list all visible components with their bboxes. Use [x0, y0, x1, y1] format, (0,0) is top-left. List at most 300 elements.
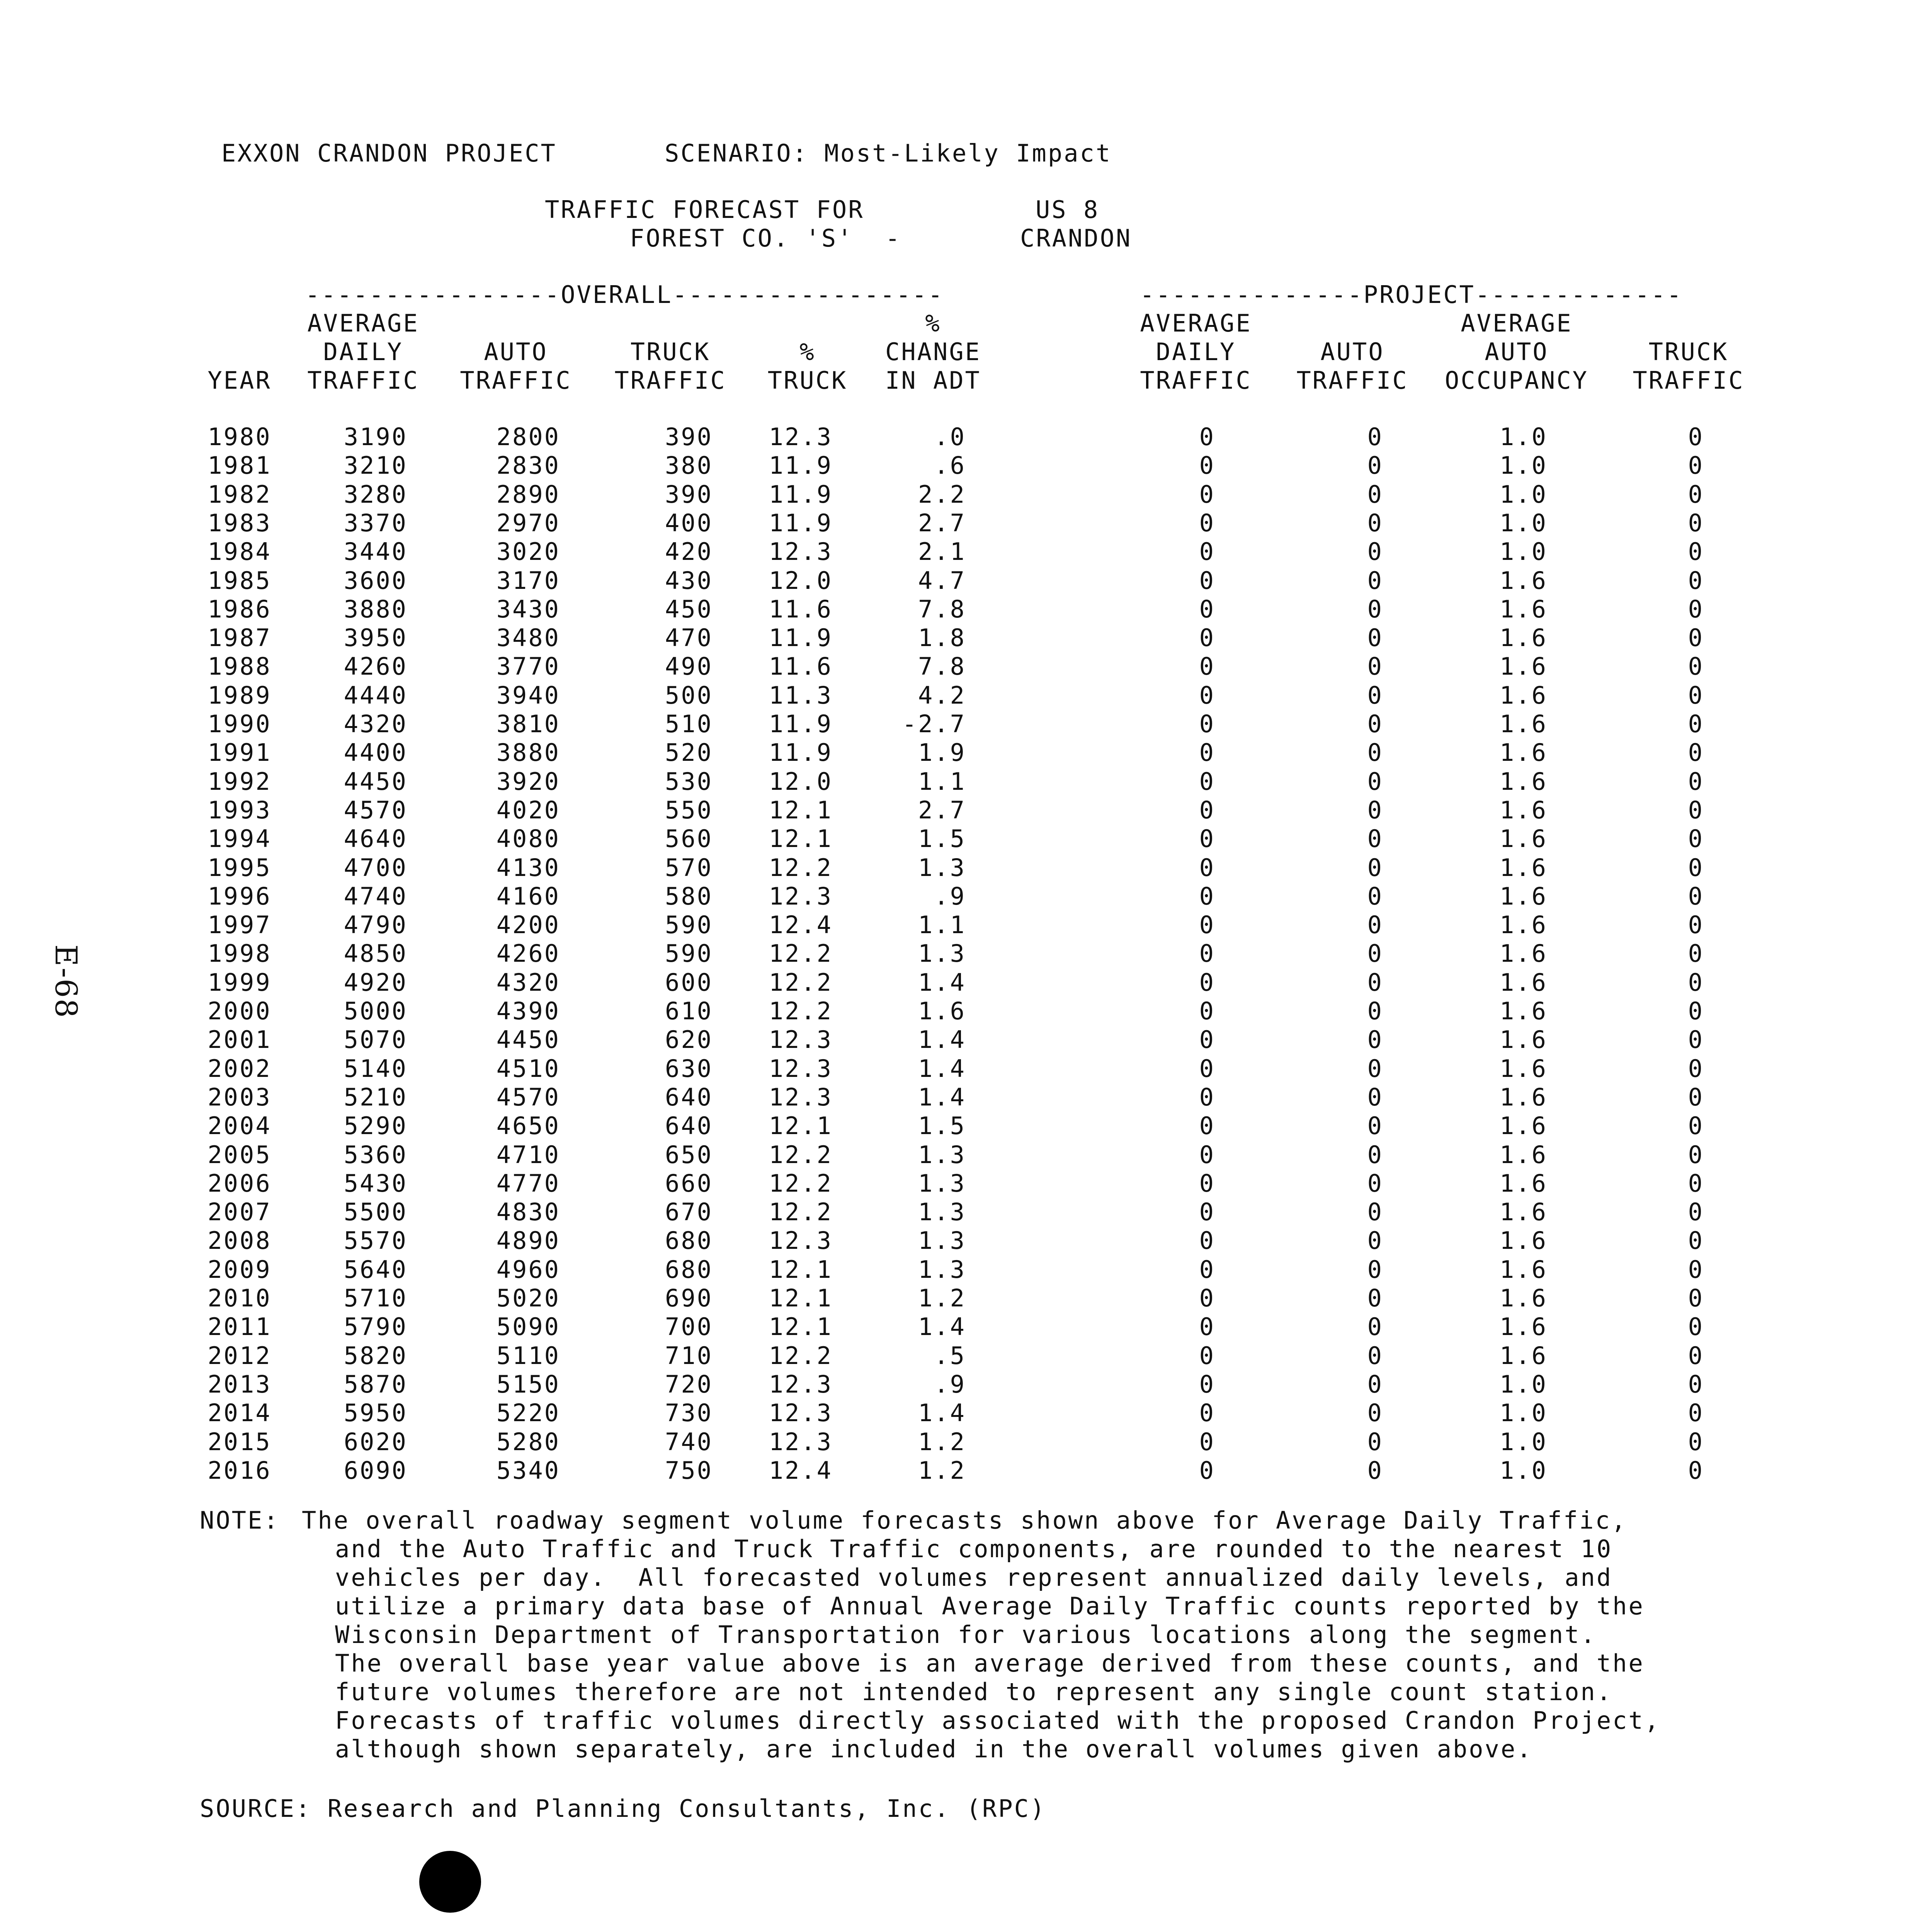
table-cell: 430: [665, 566, 713, 595]
column-header-adt: TRAFFIC: [307, 366, 419, 395]
table-cell: 0: [1688, 853, 1704, 882]
year-cell: 2001: [207, 1026, 272, 1054]
table-cell: 670: [665, 1198, 713, 1226]
table-cell: 4700: [344, 853, 408, 882]
table-cell: 0: [1688, 480, 1704, 509]
table-cell: 0: [1199, 451, 1215, 480]
table-cell: 0: [1688, 1370, 1704, 1398]
year-cell: 1991: [207, 738, 272, 767]
table-cell: 1.6: [1500, 624, 1548, 652]
table-cell: 0: [1688, 451, 1704, 480]
table-cell: 12.0: [769, 566, 833, 595]
table-cell: 470: [665, 624, 713, 652]
table-cell: 2.7: [918, 509, 966, 537]
note-line: although shown separately, are included in the overall volumes given above.: [335, 1735, 1533, 1763]
note-line: and the Auto Traffic and Truck Traffic components, are rounded to the nearest 10: [335, 1535, 1613, 1563]
table-cell: 4320: [496, 968, 560, 997]
table-cell: 3880: [344, 595, 408, 623]
table-cell: 0: [1367, 882, 1383, 910]
table-cell: 0: [1367, 1427, 1383, 1456]
table-cell: 5870: [344, 1370, 408, 1398]
year-cell: 1995: [207, 853, 272, 882]
table-cell: 12.2: [769, 997, 833, 1025]
table-cell: 0: [1367, 1054, 1383, 1083]
table-cell: 0: [1199, 825, 1215, 853]
table-cell: 0: [1199, 595, 1215, 623]
table-cell: 0: [1367, 652, 1383, 681]
segment-label: FOREST CO. 'S' -: [630, 224, 901, 252]
year-cell: 2005: [207, 1140, 272, 1169]
table-cell: 0: [1688, 796, 1704, 824]
table-cell: 1.4: [918, 1313, 966, 1341]
table-cell: 1.6: [1500, 681, 1548, 709]
table-cell: 3440: [344, 537, 408, 566]
note-line: The overall roadway segment volume forecasts shown above for Average Daily Traffic,: [302, 1506, 1628, 1534]
table-cell: 1.1: [918, 767, 966, 796]
table-cell: 1.4: [918, 968, 966, 997]
table-cell: 5090: [496, 1313, 560, 1341]
table-cell: 11.6: [769, 652, 833, 681]
column-header-p-occ: AVERAGE: [1461, 309, 1573, 337]
table-cell: 0: [1367, 1083, 1383, 1111]
column-header-p-auto: AUTO: [1320, 338, 1384, 366]
table-cell: 1.6: [1500, 939, 1548, 968]
table-cell: 610: [665, 997, 713, 1025]
year-cell: 2002: [207, 1054, 272, 1083]
table-cell: 420: [665, 537, 713, 566]
table-cell: 12.3: [769, 1399, 833, 1427]
table-cell: 0: [1199, 566, 1215, 595]
table-cell: 5150: [496, 1370, 560, 1398]
table-cell: 0: [1199, 624, 1215, 652]
table-cell: 640: [665, 1083, 713, 1111]
table-cell: .5: [934, 1341, 966, 1370]
table-cell: 4400: [344, 738, 408, 767]
table-cell: 4740: [344, 882, 408, 910]
table-cell: 0: [1367, 738, 1383, 767]
table-cell: 0: [1367, 509, 1383, 537]
table-cell: 1.1: [918, 911, 966, 939]
table-cell: 12.3: [769, 423, 833, 451]
table-cell: 510: [665, 710, 713, 738]
table-cell: 4830: [496, 1198, 560, 1226]
year-cell: 1987: [207, 624, 272, 652]
table-cell: 1.3: [918, 853, 966, 882]
table-cell: 0: [1367, 1198, 1383, 1226]
table-cell: 0: [1199, 882, 1215, 910]
note-line: The overall base year value above is an average derived from these counts, and the: [335, 1649, 1645, 1677]
table-cell: 2800: [496, 423, 560, 451]
table-cell: 12.3: [769, 1026, 833, 1054]
table-cell: 520: [665, 738, 713, 767]
table-cell: 11.3: [769, 681, 833, 709]
table-cell: 0: [1688, 423, 1704, 451]
column-header-p-occ: OCCUPANCY: [1445, 366, 1588, 395]
table-cell: 580: [665, 882, 713, 910]
table-cell: 0: [1367, 939, 1383, 968]
table-cell: 12.1: [769, 796, 833, 824]
year-cell: 2010: [207, 1284, 272, 1312]
table-cell: .6: [934, 451, 966, 480]
table-cell: 0: [1367, 968, 1383, 997]
table-cell: 4920: [344, 968, 408, 997]
table-cell: 4320: [344, 710, 408, 738]
table-cell: 1.6: [918, 997, 966, 1025]
table-cell: 0: [1367, 1255, 1383, 1284]
table-cell: 1.3: [918, 1140, 966, 1169]
table-cell: 1.0: [1500, 1456, 1548, 1485]
table-cell: .9: [934, 1370, 966, 1398]
year-cell: 1998: [207, 939, 272, 968]
note-line: vehicles per day. All forecasted volumes represent annualized daily levels, and: [335, 1563, 1613, 1592]
note-line: Forecasts of traffic volumes directly associated with the proposed Crandon Project,: [335, 1706, 1661, 1735]
scenario-label: SCENARIO: Most-Likely Impact: [665, 139, 1112, 167]
table-cell: 5640: [344, 1255, 408, 1284]
table-cell: 5110: [496, 1341, 560, 1370]
table-cell: 0: [1688, 997, 1704, 1025]
table-cell: 5950: [344, 1399, 408, 1427]
table-cell: 5290: [344, 1112, 408, 1140]
table-cell: 11.9: [769, 624, 833, 652]
table-cell: 12.2: [769, 968, 833, 997]
table-cell: 0: [1199, 767, 1215, 796]
table-cell: 5790: [344, 1313, 408, 1341]
table-cell: 2.7: [918, 796, 966, 824]
table-cell: 0: [1367, 1112, 1383, 1140]
table-cell: 1.6: [1500, 1083, 1548, 1111]
location-label: CRANDON: [1020, 224, 1132, 252]
table-cell: 0: [1688, 1054, 1704, 1083]
table-cell: 1.3: [918, 1226, 966, 1255]
note-line: utilize a primary data base of Annual Average Daily Traffic counts reported by the: [335, 1592, 1645, 1620]
column-header-auto: AUTO: [484, 338, 548, 366]
year-cell: 2000: [207, 997, 272, 1025]
table-cell: 0: [1367, 1313, 1383, 1341]
table-cell: 12.2: [769, 1341, 833, 1370]
column-header-p-auto: TRAFFIC: [1296, 366, 1408, 395]
table-cell: 11.6: [769, 595, 833, 623]
year-cell: 2013: [207, 1370, 272, 1398]
column-header-pct-truck: TRUCK: [767, 366, 848, 395]
table-cell: 0: [1367, 911, 1383, 939]
table-cell: 4200: [496, 911, 560, 939]
table-cell: 0: [1199, 1054, 1215, 1083]
table-cell: 0: [1688, 1284, 1704, 1312]
table-cell: 1.6: [1500, 1169, 1548, 1197]
table-cell: 590: [665, 939, 713, 968]
table-cell: 5140: [344, 1054, 408, 1083]
year-cell: 1988: [207, 652, 272, 681]
year-cell: 1997: [207, 911, 272, 939]
column-header-pct-change: CHANGE: [885, 338, 981, 366]
table-cell: 1.0: [1500, 537, 1548, 566]
table-cell: 12.1: [769, 1284, 833, 1312]
table-cell: 390: [665, 423, 713, 451]
table-cell: 12.3: [769, 882, 833, 910]
table-cell: 740: [665, 1427, 713, 1456]
table-cell: 5220: [496, 1399, 560, 1427]
table-cell: 11.9: [769, 480, 833, 509]
table-cell: 0: [1688, 681, 1704, 709]
table-cell: 680: [665, 1226, 713, 1255]
table-cell: 0: [1688, 968, 1704, 997]
table-cell: 0: [1199, 1226, 1215, 1255]
table-cell: 4770: [496, 1169, 560, 1197]
table-cell: 1.4: [918, 1054, 966, 1083]
table-cell: 12.3: [769, 1427, 833, 1456]
table-cell: 1.0: [1500, 480, 1548, 509]
table-cell: 0: [1688, 1169, 1704, 1197]
table-cell: 0: [1688, 1313, 1704, 1341]
table-cell: 0: [1367, 1370, 1383, 1398]
table-cell: 0: [1688, 1112, 1704, 1140]
note-text: [302, 1506, 1765, 1766]
table-cell: 5570: [344, 1226, 408, 1255]
table-cell: 1.6: [1500, 1226, 1548, 1255]
year-cell: 1983: [207, 509, 272, 537]
table-cell: 1.6: [1500, 1198, 1548, 1226]
year-cell: 1985: [207, 566, 272, 595]
year-cell: 1999: [207, 968, 272, 997]
table-cell: 3950: [344, 624, 408, 652]
year-cell: 1993: [207, 796, 272, 824]
table-cell: 400: [665, 509, 713, 537]
table-cell: 5820: [344, 1341, 408, 1370]
table-cell: 3940: [496, 681, 560, 709]
table-cell: 1.6: [1500, 1112, 1548, 1140]
table-cell: 0: [1367, 1226, 1383, 1255]
table-cell: 1.0: [1500, 1427, 1548, 1456]
year-cell: 1986: [207, 595, 272, 623]
table-cell: 1.0: [1500, 451, 1548, 480]
table-cell: 11.9: [769, 509, 833, 537]
table-cell: 0: [1688, 566, 1704, 595]
table-cell: 1.0: [1500, 1370, 1548, 1398]
table-cell: 0: [1367, 480, 1383, 509]
table-cell: 0: [1199, 480, 1215, 509]
route-label: US 8: [1036, 196, 1100, 224]
table-cell: 0: [1199, 1456, 1215, 1485]
table-cell: 12.2: [769, 1198, 833, 1226]
table-cell: 0: [1688, 882, 1704, 910]
table-cell: 5710: [344, 1284, 408, 1312]
column-header-pct-change: %: [925, 309, 941, 337]
column-header-pct-truck: %: [799, 338, 816, 366]
table-cell: 1.0: [1500, 509, 1548, 537]
year-cell: 1990: [207, 710, 272, 738]
table-cell: 12.4: [769, 1456, 833, 1485]
year-cell: 2009: [207, 1255, 272, 1284]
table-cell: 0: [1367, 1399, 1383, 1427]
table-cell: 4640: [344, 825, 408, 853]
table-cell: 0: [1367, 1341, 1383, 1370]
column-header-truck: TRUCK: [630, 338, 711, 366]
table-cell: 1.6: [1500, 1341, 1548, 1370]
note-line: future volumes therefore are not intended to represent any single count station.: [335, 1678, 1613, 1706]
table-cell: 1.6: [1500, 1313, 1548, 1341]
table-cell: 7.8: [918, 652, 966, 681]
table-cell: 0: [1688, 738, 1704, 767]
table-cell: 12.2: [769, 853, 833, 882]
table-cell: 0: [1199, 652, 1215, 681]
table-cell: 0: [1199, 681, 1215, 709]
table-cell: 0: [1688, 652, 1704, 681]
table-cell: 4020: [496, 796, 560, 824]
table-cell: 0: [1199, 1169, 1215, 1197]
table-cell: 0: [1367, 681, 1383, 709]
year-cell: 2007: [207, 1198, 272, 1226]
table-cell: 3370: [344, 509, 408, 537]
table-cell: 0: [1367, 710, 1383, 738]
year-cell: 1982: [207, 480, 272, 509]
year-cell: 1996: [207, 882, 272, 910]
year-cell: 2006: [207, 1169, 272, 1197]
table-cell: 3600: [344, 566, 408, 595]
table-cell: 0: [1199, 1427, 1215, 1456]
table-cell: 4.7: [918, 566, 966, 595]
table-cell: 12.0: [769, 767, 833, 796]
table-cell: 4850: [344, 939, 408, 968]
table-cell: 660: [665, 1169, 713, 1197]
column-header-adt: AVERAGE: [307, 309, 419, 337]
table-cell: 5000: [344, 997, 408, 1025]
table-cell: 1.2: [918, 1284, 966, 1312]
table-cell: 4260: [344, 652, 408, 681]
table-cell: 4160: [496, 882, 560, 910]
table-cell: 3480: [496, 624, 560, 652]
table-cell: .9: [934, 882, 966, 910]
table-cell: 1.6: [1500, 796, 1548, 824]
table-cell: 4710: [496, 1140, 560, 1169]
table-cell: 380: [665, 451, 713, 480]
column-header-auto: TRAFFIC: [460, 366, 572, 395]
table-cell: 1.6: [1500, 1255, 1548, 1284]
project-title: EXXON CRANDON PROJECT: [221, 139, 557, 167]
table-cell: 4650: [496, 1112, 560, 1140]
table-cell: 3190: [344, 423, 408, 451]
table-cell: 0: [1199, 911, 1215, 939]
table-cell: 0: [1367, 997, 1383, 1025]
table-cell: 630: [665, 1054, 713, 1083]
table-cell: 680: [665, 1255, 713, 1284]
table-cell: 1.6: [1500, 652, 1548, 681]
table-cell: 0: [1688, 595, 1704, 623]
table-cell: 0: [1688, 624, 1704, 652]
table-cell: 1.6: [1500, 968, 1548, 997]
table-cell: 12.4: [769, 911, 833, 939]
table-cell: 4440: [344, 681, 408, 709]
table-cell: 650: [665, 1140, 713, 1169]
table-cell: 0: [1199, 1140, 1215, 1169]
table-cell: 0: [1367, 853, 1383, 882]
table-cell: 1.3: [918, 1255, 966, 1284]
table-cell: 5280: [496, 1427, 560, 1456]
table-cell: 0: [1199, 997, 1215, 1025]
table-cell: 0: [1199, 1399, 1215, 1427]
table-cell: 0: [1199, 1313, 1215, 1341]
table-cell: 4260: [496, 939, 560, 968]
table-cell: 12.3: [769, 1226, 833, 1255]
table-cell: 530: [665, 767, 713, 796]
overall-group-header: ----------------OVERALL-----------------: [305, 281, 944, 309]
table-cell: 3770: [496, 652, 560, 681]
table-cell: 1.6: [1500, 911, 1548, 939]
table-cell: 0: [1688, 1255, 1704, 1284]
table-cell: 2.1: [918, 537, 966, 566]
table-cell: 3430: [496, 595, 560, 623]
table-cell: 1.2: [918, 1427, 966, 1456]
table-cell: 4450: [344, 767, 408, 796]
source-credit: SOURCE: Research and Planning Consultants, Inc. (RPC): [200, 1794, 1046, 1823]
table-cell: -2.7: [902, 710, 966, 738]
table-cell: 4.2: [918, 681, 966, 709]
column-header-p-truck: TRAFFIC: [1633, 366, 1745, 395]
table-cell: 5360: [344, 1140, 408, 1169]
table-cell: 2.2: [918, 480, 966, 509]
table-cell: 0: [1367, 537, 1383, 566]
table-cell: 1.6: [1500, 566, 1548, 595]
table-cell: 0: [1199, 1026, 1215, 1054]
year-cell: 1980: [207, 423, 272, 451]
year-cell: 1984: [207, 537, 272, 566]
table-cell: 0: [1367, 566, 1383, 595]
table-cell: 7.8: [918, 595, 966, 623]
table-cell: 1.6: [1500, 853, 1548, 882]
table-cell: 0: [1199, 738, 1215, 767]
table-cell: 0: [1367, 767, 1383, 796]
table-cell: 4790: [344, 911, 408, 939]
year-cell: 2003: [207, 1083, 272, 1111]
table-cell: 0: [1199, 509, 1215, 537]
project-group-header: --------------PROJECT-------------: [1140, 281, 1683, 309]
binder-hole-left: [419, 1851, 481, 1913]
table-cell: 12.1: [769, 1255, 833, 1284]
table-cell: 4390: [496, 997, 560, 1025]
table-cell: 0: [1688, 1083, 1704, 1111]
table-cell: 0: [1367, 796, 1383, 824]
table-cell: 3020: [496, 537, 560, 566]
table-cell: 0: [1367, 595, 1383, 623]
table-cell: 0: [1199, 939, 1215, 968]
note-line: Wisconsin Department of Transportation for various locations along the segment.: [335, 1621, 1597, 1649]
column-header-p-truck: TRUCK: [1648, 338, 1729, 366]
table-cell: 1.5: [918, 825, 966, 853]
table-cell: 640: [665, 1112, 713, 1140]
table-cell: 0: [1367, 624, 1383, 652]
table-cell: 0: [1688, 1140, 1704, 1169]
table-cell: 12.2: [769, 1169, 833, 1197]
table-cell: 1.6: [1500, 882, 1548, 910]
table-cell: 1.0: [1500, 423, 1548, 451]
table-cell: 710: [665, 1341, 713, 1370]
table-cell: 1.3: [918, 1198, 966, 1226]
year-cell: 1981: [207, 451, 272, 480]
table-cell: 0: [1199, 1083, 1215, 1111]
table-cell: 0: [1688, 1456, 1704, 1485]
table-cell: 2830: [496, 451, 560, 480]
table-cell: 2970: [496, 509, 560, 537]
table-cell: 0: [1688, 1198, 1704, 1226]
table-cell: 1.4: [918, 1026, 966, 1054]
table-cell: 6090: [344, 1456, 408, 1485]
table-cell: 0: [1688, 1226, 1704, 1255]
table-cell: 1.2: [918, 1456, 966, 1485]
table-cell: 0: [1199, 1198, 1215, 1226]
table-cell: 0: [1688, 1341, 1704, 1370]
table-cell: 500: [665, 681, 713, 709]
table-cell: 4130: [496, 853, 560, 882]
table-cell: 1.4: [918, 1399, 966, 1427]
